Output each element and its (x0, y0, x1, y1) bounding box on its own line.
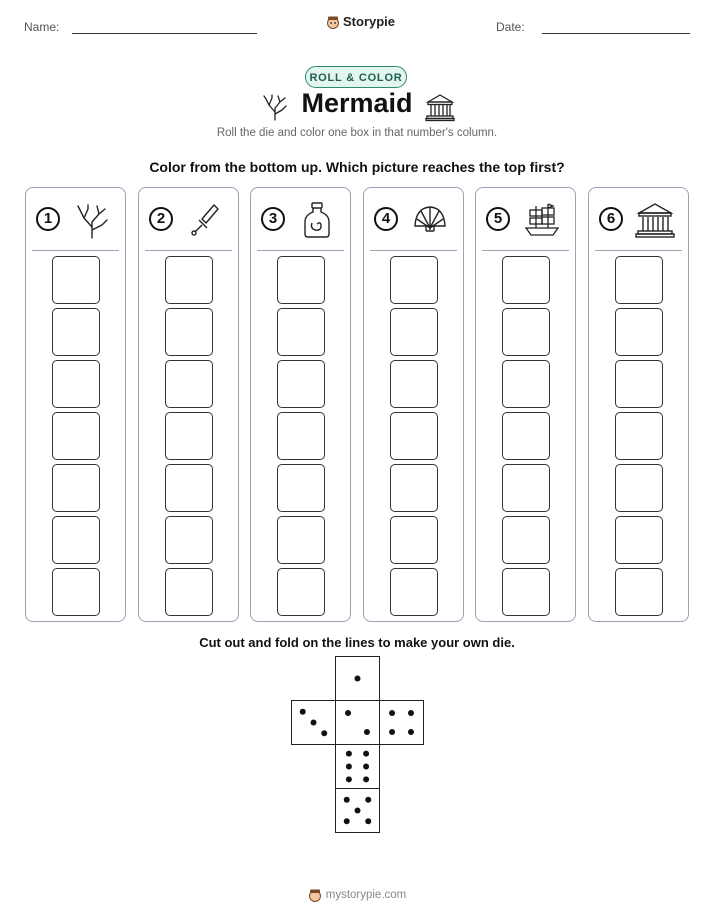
color-box[interactable] (615, 464, 663, 512)
die-face-2 (335, 700, 380, 745)
color-box[interactable] (165, 464, 213, 512)
column-divider (370, 250, 457, 251)
column-number: 3 (261, 207, 285, 231)
color-box[interactable] (390, 308, 438, 356)
color-box[interactable] (502, 360, 550, 408)
color-box[interactable] (165, 308, 213, 356)
color-box[interactable] (165, 256, 213, 304)
die-pip (389, 710, 395, 716)
color-box[interactable] (277, 568, 325, 616)
color-box[interactable] (615, 568, 663, 616)
brand-name: Storypie (343, 14, 396, 29)
die-pip (344, 797, 350, 803)
color-box[interactable] (390, 256, 438, 304)
color-box[interactable] (390, 464, 438, 512)
coral-icon (260, 92, 290, 122)
column-1 (25, 187, 126, 622)
page-title (0, 88, 714, 119)
seashell-icon (410, 200, 450, 240)
color-box[interactable] (52, 308, 100, 356)
color-box[interactable] (52, 464, 100, 512)
instruction: Color from the bottom up. Which picture reaches the top first? (149, 159, 565, 175)
die-pip (408, 729, 414, 735)
name-line[interactable] (72, 33, 257, 34)
color-box[interactable] (615, 256, 663, 304)
subtitle: Roll the die and color one box in that number's column. (216, 127, 498, 139)
color-box[interactable] (165, 360, 213, 408)
ship-icon (522, 200, 562, 240)
color-box[interactable] (277, 516, 325, 564)
die-pip (346, 776, 352, 782)
color-box[interactable] (502, 516, 550, 564)
column-number: 5 (486, 207, 510, 231)
column-2 (138, 187, 239, 622)
column-divider (482, 250, 569, 251)
die-face-1 (335, 656, 380, 701)
color-box[interactable] (615, 412, 663, 460)
date-line[interactable] (542, 33, 690, 34)
column-divider (595, 250, 682, 251)
color-box[interactable] (502, 464, 550, 512)
die-pip (364, 729, 370, 735)
temple-icon (425, 92, 455, 122)
brand-logo (326, 14, 395, 29)
die-pip (363, 776, 369, 782)
color-box[interactable] (277, 308, 325, 356)
die-pip (311, 720, 317, 726)
color-box[interactable] (52, 360, 100, 408)
column-number: 4 (374, 207, 398, 231)
die-face-6 (335, 744, 380, 789)
column-3 (250, 187, 351, 622)
die-pip (300, 709, 306, 715)
column-divider (32, 250, 119, 251)
die-pip (363, 764, 369, 770)
column-4 (363, 187, 464, 622)
color-box[interactable] (165, 412, 213, 460)
name-label: Name: (24, 20, 60, 34)
column-divider (145, 250, 232, 251)
color-box[interactable] (165, 568, 213, 616)
die-pip (355, 676, 361, 682)
column-5 (475, 187, 576, 622)
die-pip (389, 729, 395, 735)
date-label: Date: (496, 20, 525, 34)
color-box[interactable] (52, 516, 100, 564)
die-pip (365, 818, 371, 824)
column-number: 6 (599, 207, 623, 231)
color-box[interactable] (277, 412, 325, 460)
die-pip (346, 751, 352, 757)
bottle-icon (297, 200, 337, 240)
die-pip (346, 764, 352, 770)
color-box[interactable] (502, 412, 550, 460)
color-box[interactable] (277, 360, 325, 408)
color-box[interactable] (390, 516, 438, 564)
color-box[interactable] (390, 360, 438, 408)
color-box[interactable] (502, 308, 550, 356)
title-text: Mermaid (301, 88, 413, 118)
color-box[interactable] (615, 516, 663, 564)
die-pip (344, 818, 350, 824)
die-pip (408, 710, 414, 716)
die-pip (365, 797, 371, 803)
color-box[interactable] (277, 464, 325, 512)
die-face-5 (335, 788, 380, 833)
footer-url: mystorypie.com (325, 889, 407, 901)
coral-icon (72, 200, 112, 240)
die-pip (363, 751, 369, 757)
die-pip (321, 730, 327, 736)
color-box[interactable] (52, 568, 100, 616)
color-box[interactable] (277, 256, 325, 304)
color-box[interactable] (52, 412, 100, 460)
color-box[interactable] (390, 412, 438, 460)
dagger-icon (185, 200, 225, 240)
color-box[interactable] (390, 568, 438, 616)
temple-icon (635, 200, 675, 240)
storypie-mascot-icon (308, 888, 322, 902)
column-number: 1 (36, 207, 60, 231)
color-box[interactable] (615, 360, 663, 408)
die-face-4 (379, 700, 424, 745)
die-pip (345, 710, 351, 716)
column-6 (588, 187, 689, 622)
column-divider (257, 250, 344, 251)
color-box[interactable] (615, 308, 663, 356)
color-box[interactable] (52, 256, 100, 304)
footer (0, 888, 714, 902)
storypie-mascot-icon (326, 15, 340, 29)
cut-instruction: Cut out and fold on the lines to make your own die. (199, 635, 515, 650)
color-box[interactable] (502, 568, 550, 616)
color-box[interactable] (502, 256, 550, 304)
die-pip (355, 808, 361, 814)
die-face-3 (291, 700, 336, 745)
color-box[interactable] (165, 516, 213, 564)
column-number: 2 (149, 207, 173, 231)
roll-and-color-badge: ROLL & COLOR (305, 66, 407, 88)
